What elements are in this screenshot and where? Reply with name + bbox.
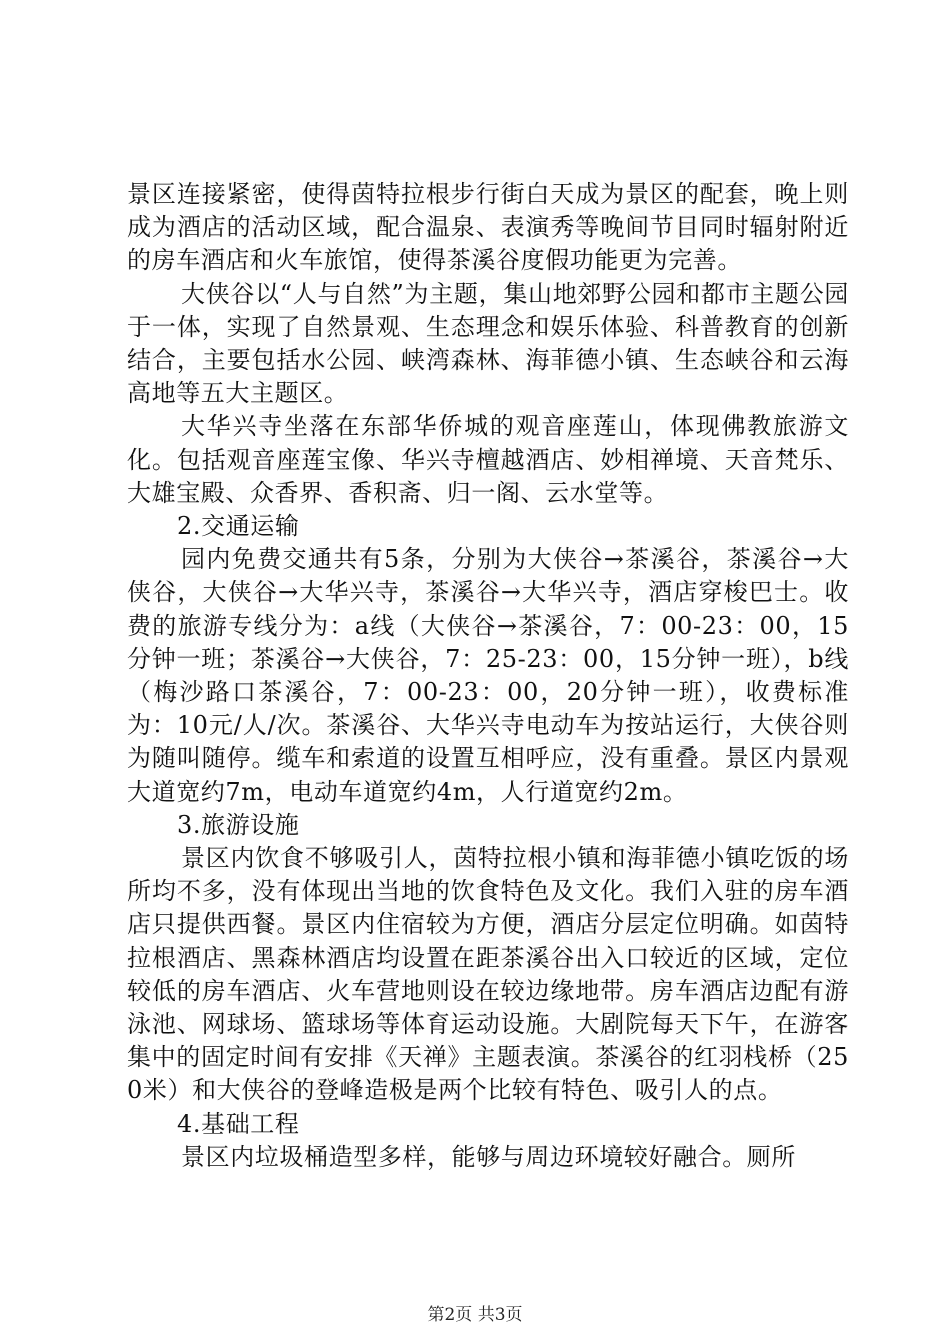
page-number-label: 第2页 共3页 [427, 1305, 523, 1325]
paragraph-dahuaxing-temple: 大华兴寺坐落在东部华侨城的观音座莲山，体现佛教旅游文化。包括观音座莲宝像、华兴寺檀越酒店、妙相禅境、天音梵乐、大雄宝殿、众香界、香积斋、归一阁、云水堂等。 [127, 412, 849, 507]
paragraph-facilities: 景区内饮食不够吸引人，茵特拉根小镇和海菲德小镇吃饭的场所均不多，没有体现出当地的饮食特色及文化。我们入驻的房车酒店只提供西餐。景区内住宿较为方便，酒店分层定位明确。如茵特拉根酒店、黑森林酒店均设置在距茶溪谷出入口较近的区域，定位较低的房车酒店、火车营地则设在较边缘地带。房车酒店边配有游泳池、网球场、篮球场等体育运动设施。大剧院每天下午，在游客集中的固定时间有安排《天禅》主题表演。茶溪谷的红羽栈桥（250米）和大侠谷的登峰造极是两个比较有特色、吸引人的点。 [127, 844, 849, 1105]
section-heading-transport: 2.交通运输 [177, 512, 300, 541]
section-heading-infrastructure: 4.基础工程 [177, 1109, 300, 1138]
paragraph-transport: 园内免费交通共有5条，分别为大侠谷→茶溪谷，茶溪谷→大侠谷，大侠谷→大华兴寺，茶溪谷→大华兴寺，酒店穿梭巴士。收费的旅游专线分为：a线（大侠谷→茶溪谷，7：00-23：00，15分钟一班；茶溪谷→大侠谷，7：25-23：00，15分钟一班），b线（梅沙路口茶溪谷，7：00-23：00，20分钟一班），收费标准为：10元/人/次。茶溪谷、大华兴寺电动车为按站运行，大侠谷则为随叫随停。缆车和索道的设置互相呼应，没有重叠。景区内景观大道宽约7m，电动车道宽约4m，人行道宽约2m。 [127, 545, 849, 806]
paragraph-daxia-valley: 大侠谷以“人与自然”为主题，集山地郊野公园和都市主题公园于一体，实现了自然景观、生态理念和娱乐体验、科普教育的创新结合，主要包括水公园、峡湾森林、海菲德小镇、生态峡谷和云海高地等五大主题区。 [127, 279, 849, 408]
paragraph-scenic-connection: 景区连接紧密，使得茵特拉根步行街白天成为景区的配套，晚上则成为酒店的活动区域，配合温泉、表演秀等晚间节目同时辐射附近的房车酒店和火车旅馆，使得茶溪谷度假功能更为完善。 [127, 180, 849, 275]
page-footer [0, 1300, 950, 1325]
document-body [127, 178, 849, 1174]
section-heading-facilities: 3.旅游设施 [177, 810, 300, 839]
paragraph-infrastructure: 景区内垃圾桶造型多样，能够与周边环境较好融合。厕所 [181, 1142, 796, 1171]
